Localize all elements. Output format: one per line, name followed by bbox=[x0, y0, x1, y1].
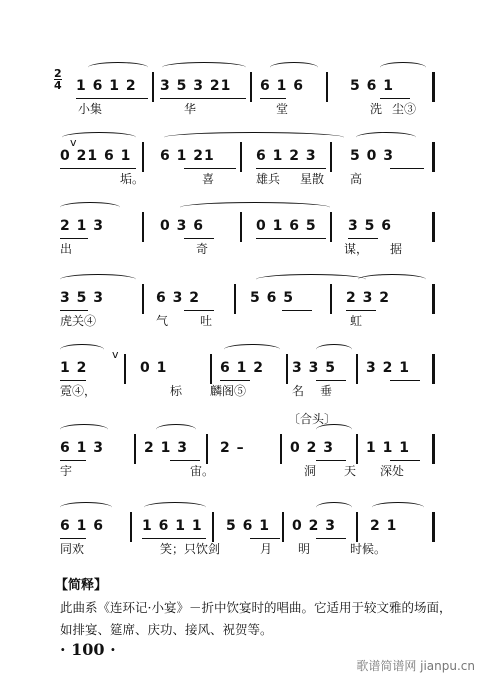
lyric: 华 bbox=[184, 102, 197, 116]
barline bbox=[432, 72, 435, 102]
slur bbox=[162, 62, 246, 73]
lyric: 标 bbox=[170, 384, 183, 398]
underline bbox=[160, 98, 246, 99]
measure: 0 3 6 bbox=[160, 218, 204, 234]
measure: 2 1 3 bbox=[144, 440, 188, 456]
breath-mark: v bbox=[70, 136, 77, 149]
slur bbox=[356, 132, 416, 143]
lyric: 奇 bbox=[196, 242, 209, 256]
slur bbox=[60, 424, 108, 435]
measure: 0 2 3 bbox=[292, 518, 336, 534]
score-system-5 bbox=[60, 348, 440, 422]
measure: 1 1 1 bbox=[366, 440, 410, 456]
measure: 5 6 1 bbox=[226, 518, 270, 534]
barline bbox=[210, 354, 212, 384]
lyric: 据 bbox=[390, 242, 403, 256]
lyric: 气 bbox=[156, 314, 169, 328]
lyric: 深处 bbox=[380, 464, 405, 478]
measure: 1 6 1 2 bbox=[76, 78, 137, 94]
barline bbox=[356, 354, 358, 384]
barline bbox=[280, 434, 282, 464]
measure: 0 1 6 5 bbox=[256, 218, 317, 234]
lyric: 名 bbox=[292, 384, 305, 398]
slur bbox=[380, 62, 426, 73]
barline bbox=[212, 512, 214, 542]
slur bbox=[180, 202, 330, 213]
annotation-title: 【简释】 bbox=[55, 578, 108, 593]
breath-mark: v bbox=[112, 348, 119, 361]
page-number: · 100 · bbox=[60, 640, 116, 659]
measure: 5 6 1 bbox=[350, 78, 394, 94]
barline bbox=[124, 354, 126, 384]
slur bbox=[316, 502, 352, 513]
lyric: 谋， bbox=[344, 242, 369, 256]
barline bbox=[240, 212, 242, 242]
measure: 3 2 1 bbox=[366, 360, 410, 376]
lyric: 垂 bbox=[320, 384, 333, 398]
barline bbox=[130, 512, 132, 542]
barline bbox=[330, 212, 332, 242]
lyric: 高 bbox=[350, 172, 363, 186]
score-system-1 bbox=[54, 67, 440, 140]
measure: 6 1 2 3 bbox=[256, 148, 317, 164]
barline bbox=[286, 354, 288, 384]
barline bbox=[330, 284, 332, 314]
slur bbox=[144, 502, 206, 513]
slur bbox=[256, 274, 366, 285]
barline bbox=[142, 142, 144, 172]
lyric: 宇 bbox=[60, 464, 73, 478]
slur bbox=[224, 344, 280, 355]
lyric: 尘③ bbox=[392, 102, 417, 116]
lyric: 星散 bbox=[300, 172, 325, 186]
slur bbox=[164, 132, 344, 143]
lyric: 天 bbox=[344, 464, 357, 478]
barline bbox=[432, 512, 435, 542]
barline bbox=[240, 142, 242, 172]
time-signature: 2 4 bbox=[54, 67, 62, 92]
barline bbox=[142, 284, 144, 314]
slur bbox=[372, 502, 424, 513]
barline bbox=[432, 142, 435, 172]
barline bbox=[432, 434, 435, 464]
lyric: 明 bbox=[298, 542, 311, 556]
score-system-3 bbox=[60, 210, 440, 280]
lyric: 垢。 bbox=[120, 172, 145, 186]
barline bbox=[432, 212, 435, 242]
measure: 6 1 6 bbox=[260, 78, 304, 94]
lyric: 同欢 bbox=[60, 542, 85, 556]
score-system-4 bbox=[60, 282, 440, 352]
underline bbox=[316, 460, 346, 461]
slur bbox=[358, 274, 426, 285]
barline bbox=[432, 284, 435, 314]
barline bbox=[152, 72, 154, 102]
measure: 6 1 3 bbox=[60, 440, 104, 456]
measure: 5 0 3 bbox=[350, 148, 394, 164]
barline bbox=[142, 212, 144, 242]
barline bbox=[250, 72, 252, 102]
slur bbox=[60, 344, 104, 355]
measure: 3 5 6 bbox=[348, 218, 392, 234]
measure: 5 6 5 bbox=[250, 290, 294, 306]
measure: 2 1 bbox=[370, 518, 398, 534]
lyric: 时候。 bbox=[350, 542, 387, 556]
measure: 0 1 bbox=[140, 360, 168, 376]
score-system-7 bbox=[60, 510, 440, 580]
slur bbox=[88, 62, 148, 73]
lyric: 吐 bbox=[200, 314, 213, 328]
lyric: 雄兵 bbox=[256, 172, 281, 186]
measure: 2 – bbox=[220, 440, 245, 456]
underline bbox=[390, 168, 424, 169]
lyric: 出 bbox=[60, 242, 73, 256]
barline bbox=[356, 512, 358, 542]
barline bbox=[330, 142, 332, 172]
lyric: 麟阁⑤ bbox=[210, 384, 247, 398]
barline bbox=[134, 434, 136, 464]
underline bbox=[316, 538, 346, 539]
measure: 1 6 1 1 bbox=[142, 518, 203, 534]
measure: 6 1 21 bbox=[160, 148, 215, 164]
barline bbox=[432, 354, 435, 384]
lyric: 小集 bbox=[78, 102, 103, 116]
section-marker: 〔合头〕 bbox=[288, 412, 337, 426]
slur bbox=[60, 502, 112, 513]
slur bbox=[270, 62, 318, 73]
measure: 1 2 bbox=[60, 360, 88, 376]
lyric: 宙。 bbox=[190, 464, 215, 478]
underline bbox=[282, 310, 312, 311]
lyric: 笑；只饮剑 bbox=[160, 542, 221, 556]
lyric: 虹 bbox=[350, 314, 363, 328]
slur bbox=[60, 274, 136, 285]
measure: 0 2 3 bbox=[290, 440, 334, 456]
slur bbox=[60, 202, 120, 213]
lyric: 霓④， bbox=[60, 384, 97, 398]
underline bbox=[390, 380, 420, 381]
measure: 6 1 2 bbox=[220, 360, 264, 376]
lyric: 虎关④ bbox=[60, 314, 97, 328]
measure: 3 3 5 bbox=[292, 360, 336, 376]
measure: 6 3 2 bbox=[156, 290, 200, 306]
slur bbox=[62, 132, 136, 143]
barline bbox=[356, 434, 358, 464]
measure: 3 5 3 bbox=[60, 290, 104, 306]
barline bbox=[206, 434, 208, 464]
score-system-6 bbox=[60, 412, 440, 502]
measure: 0 21 6 1 bbox=[60, 148, 132, 164]
lyric: 洞 bbox=[304, 464, 317, 478]
barline bbox=[282, 512, 284, 542]
score-system-2 bbox=[60, 136, 440, 210]
measure: 2 1 3 bbox=[60, 218, 104, 234]
lyric: 喜 bbox=[202, 172, 215, 186]
measure: 2 3 2 bbox=[346, 290, 390, 306]
lyric: 月 bbox=[260, 542, 273, 556]
slur bbox=[156, 424, 196, 435]
annotation-text: 此曲系《连环记·小宴》－折中饮宴时的唱曲。它适用于较文雅的场面，如排宴、筵席、庆功、接风、祝贺等。 bbox=[60, 600, 452, 637]
slur bbox=[316, 424, 352, 435]
watermark: 歌谱简谱网 jianpu.cn bbox=[356, 659, 475, 673]
measure: 6 1 6 bbox=[60, 518, 104, 534]
lyric: 洗 bbox=[370, 102, 383, 116]
barline bbox=[326, 72, 328, 102]
underline bbox=[256, 238, 326, 239]
measure: 3 5 3 21 bbox=[160, 78, 232, 94]
slur bbox=[316, 344, 352, 355]
lyric: 堂 bbox=[276, 102, 289, 116]
barline bbox=[234, 284, 236, 314]
